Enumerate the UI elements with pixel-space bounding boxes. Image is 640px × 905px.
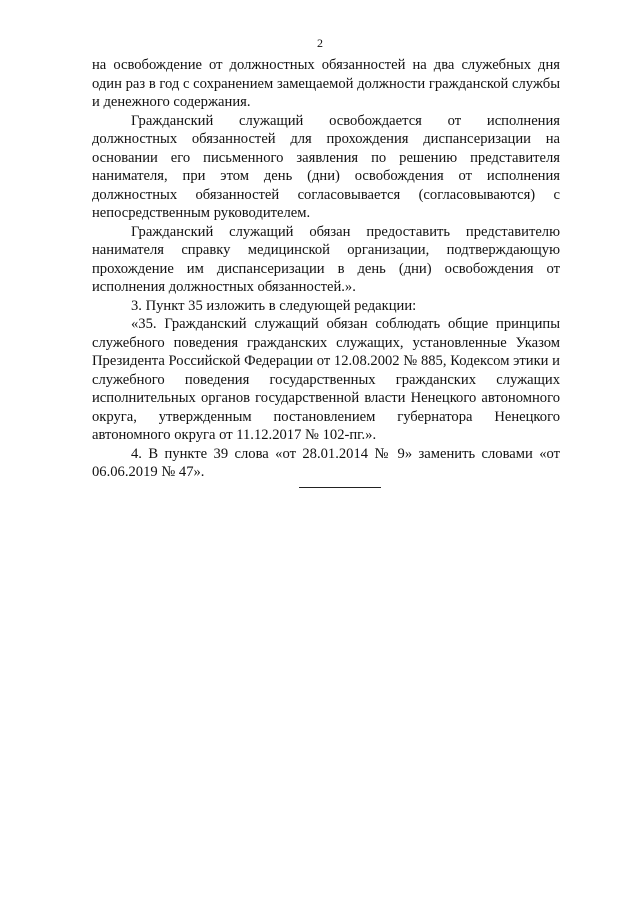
paragraph-item-4: 4. В пункте 39 слова «от 28.01.2014 № 9» заменить словами «от 06.06.2019 № 47». [92, 445, 560, 480]
paragraph-exemption-procedure: Гражданский служащий освобождается от исполнения должностных обязанностей для прохождения диспансеризации на основании его письменного заявления по решению представителя нанимателя, при этом день (дни) освобождения от исполнения должностных обязанностей согласовывается (согласовываются) с непосредственным руководителем. [92, 112, 560, 221]
paragraph-item-35-text: «35. Гражданский служащий обязан соблюдать общие принципы служебного поведения гражданских служащих, установленные Указом Президента Российской Федерации от 12.08.2002 № 885, Кодексом этики и служебного поведения государственных гражданских служащих исполнительных органов государственной власти Ненецкого автономного округа, утвержденным постановлением губернатора Ненецкого автономного округа от 11.12.2017 № 102-пг.». [92, 316, 560, 443]
document-body [92, 56, 560, 482]
end-divider-line [299, 487, 381, 488]
paragraph-continuation: на освобождение от должностных обязанностей на два служебных дня один раз в год с сохранением замещаемой должности гражданской службы и денежного содержания. [92, 57, 560, 110]
paragraph-item-3: 3. Пункт 35 изложить в следующей редакции: [131, 297, 417, 314]
page-number: 2 [317, 36, 323, 50]
paragraph-certificate-requirement: Гражданский служащий обязан предоставить представителю нанимателя справку медицинской организации, подтверждающую прохождение им диспансеризации в день (дни) освобождения от исполнения должностных обязанностей.». [92, 223, 560, 295]
